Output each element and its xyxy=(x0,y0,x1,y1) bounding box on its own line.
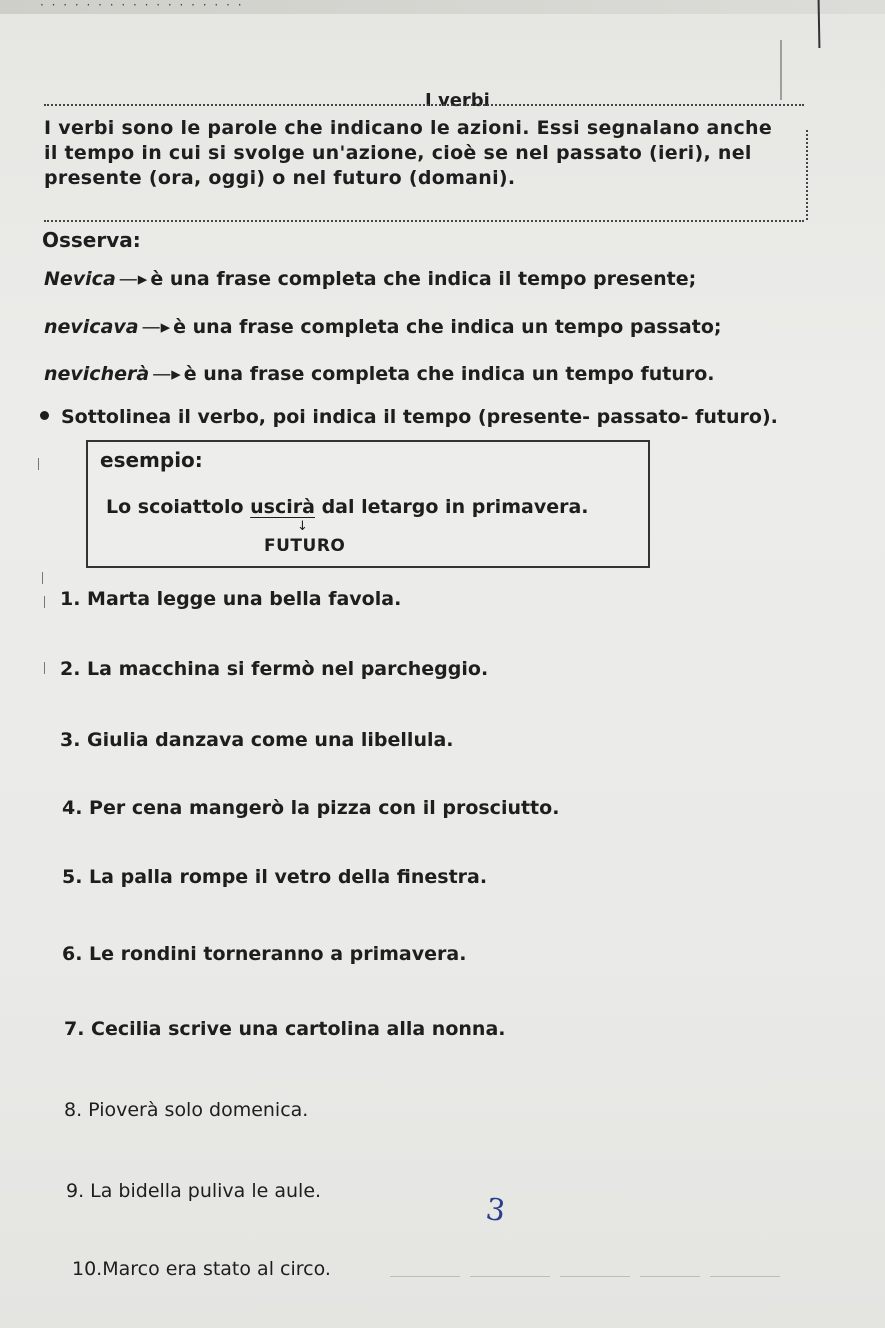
example-label: esempio: xyxy=(100,448,203,472)
arrow-icon: —▸ xyxy=(118,268,148,290)
example-verb: uscirà xyxy=(250,496,315,518)
answer-line xyxy=(390,1276,460,1277)
example-sentence xyxy=(106,496,589,518)
exercise-item-2: 2. La macchina si fermò nel parcheggio. xyxy=(60,658,489,680)
exercise-item-8: 8. Pioverà solo domenica. xyxy=(64,1099,309,1121)
margin-tick xyxy=(44,662,45,674)
observation-present xyxy=(44,268,696,290)
intro-line: I verbi sono le parole che indicano le azioni. Essi segnalano anche xyxy=(44,117,773,139)
observation-word: nevicherà xyxy=(44,363,150,385)
exercise-instruction xyxy=(40,406,778,428)
observation-past xyxy=(44,316,721,338)
intro-line: presente (ora, oggi) o nel futuro (domani). xyxy=(44,167,516,189)
instruction-text: Sottolinea il verbo, poi indica il tempo (presente- passato- futuro). xyxy=(61,406,778,428)
margin-line-faint xyxy=(780,40,782,100)
exercise-item-1: 1. Marta legge una bella favola. xyxy=(60,588,402,610)
exercise-item-10: 10.Marco era stato al circo. xyxy=(72,1258,331,1280)
observation-future xyxy=(44,363,715,385)
exercise-item-7: 7. Cecilia scrive una cartolina alla nonna. xyxy=(64,1018,506,1040)
arrow-icon: —▸ xyxy=(141,316,171,338)
page-title: I verbi xyxy=(425,90,490,111)
observation-word: Nevica xyxy=(44,268,116,290)
bullet-icon xyxy=(40,411,49,420)
handwritten-mark: 3 xyxy=(483,1191,508,1230)
example-tense: FUTURO xyxy=(264,536,346,556)
down-arrow-icon: ↓ xyxy=(297,519,308,534)
osserva-heading: Osserva: xyxy=(42,228,141,252)
top-strip-text: · · · · · · · · · · · · · · · · · · xyxy=(40,0,244,12)
previous-page-strip xyxy=(0,0,885,14)
intro-box xyxy=(44,104,804,222)
answer-line xyxy=(470,1276,550,1277)
answer-line xyxy=(560,1276,630,1277)
intro-text xyxy=(44,116,804,191)
arrow-icon: —▸ xyxy=(152,363,181,385)
answer-line xyxy=(710,1276,780,1277)
exercise-item-3: 3. Giulia danzava come una libellula. xyxy=(60,729,454,751)
intro-line: il tempo in cui si svolge un'azione, cioè se nel passato (ieri), nel xyxy=(44,142,752,164)
observation-text: è una frase completa che indica il tempo presente; xyxy=(150,268,697,290)
margin-tick xyxy=(42,572,43,584)
exercise-item-6: 6. Le rondini torneranno a primavera. xyxy=(62,943,467,965)
margin-tick xyxy=(38,458,39,470)
exercise-item-4: 4. Per cena mangerò la pizza con il prosciutto. xyxy=(62,797,560,819)
example-text-before: Lo scoiattolo xyxy=(106,496,251,518)
answer-line xyxy=(640,1276,700,1277)
margin-tick xyxy=(44,596,45,608)
observation-text: è una frase completa che indica un tempo passato; xyxy=(173,316,722,338)
exercise-item-9: 9. La bidella puliva le aule. xyxy=(66,1180,322,1202)
exercise-item-5: 5. La palla rompe il vetro della finestra. xyxy=(62,866,488,888)
observation-text: è una frase completa che indica un tempo futuro. xyxy=(183,363,715,385)
observation-word: nevicava xyxy=(44,316,139,338)
example-text-after: dal letargo in primavera. xyxy=(314,496,589,518)
